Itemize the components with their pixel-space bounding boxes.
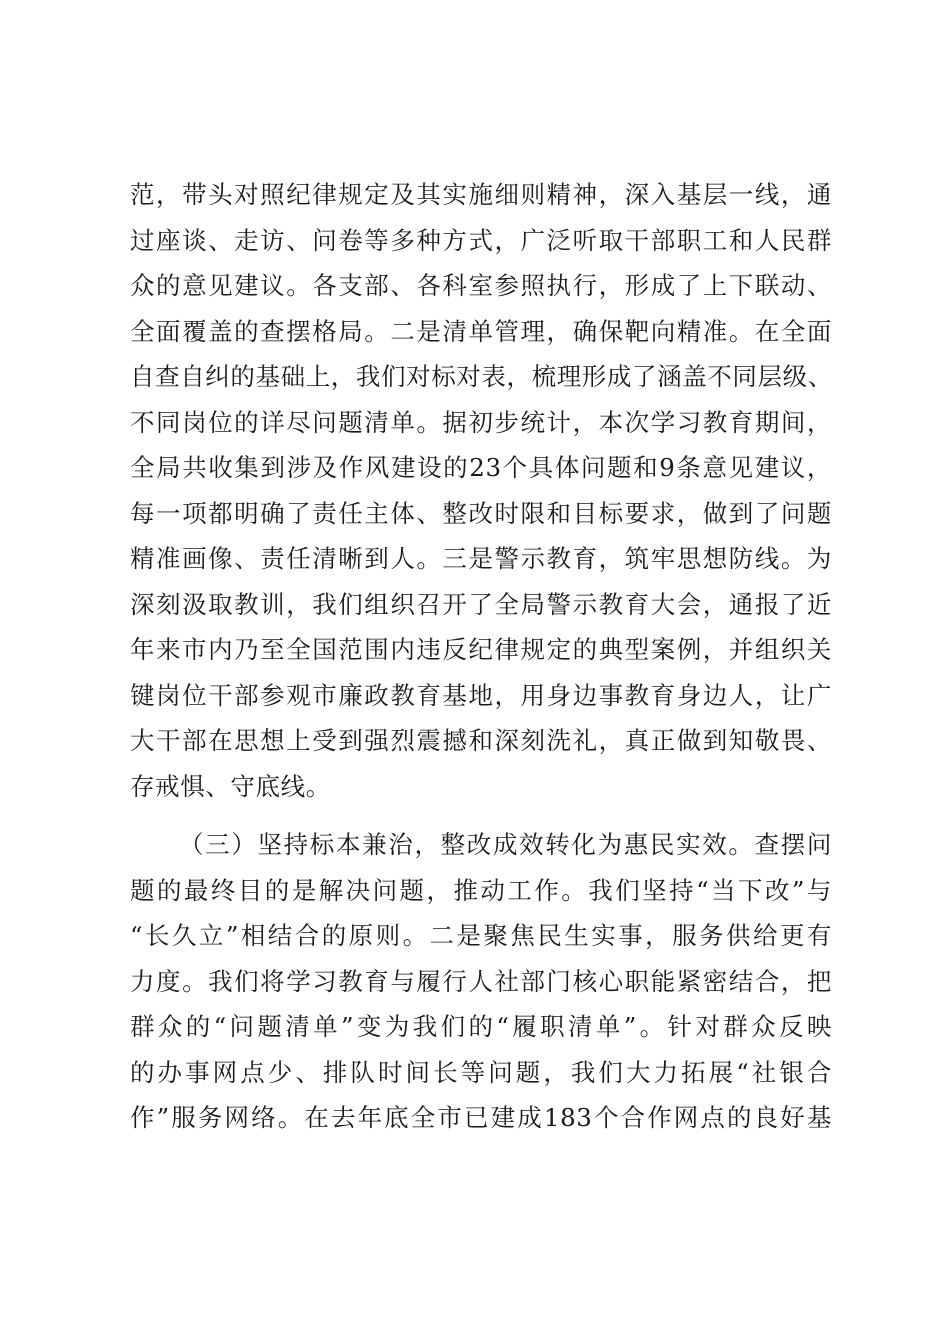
text-line: 全面覆盖的查摆格局。二是清单管理，确保靶向精准。在全面 (130, 316, 832, 346)
text-line: 每一项都明确了责任主体、整改时限和目标要求，做到了问题 (130, 498, 832, 528)
text-line: 作”服务网络。在去年底全市已建成183个合作网点的良好基 (130, 1103, 832, 1132)
text-line: 年来市内乃至全国范围内违反纪律规定的典型案例，并组织关 (130, 635, 832, 664)
paragraph-2 (130, 822, 832, 1141)
text-line: 大干部在思想上受到强烈震撼和深刻洗礼，真正做到知敬畏、 (130, 726, 832, 755)
text-line: 深刻汲取教训，我们组织召开了全局警示教育大会，通报了近 (130, 589, 832, 619)
text-line: 存戒惧、守底线。 (130, 771, 331, 801)
text-line: 不同岗位的详尽问题清单。据初步统计，本次学习教育期间， (130, 407, 832, 437)
text-line: 范，带头对照纪律规定及其实施细则精神，深入基层一线，通 (130, 180, 832, 209)
paragraph-1 (130, 172, 832, 809)
text-line: （三）坚持标本兼治，整改成效转化为惠民实效。查摆问 (179, 830, 832, 859)
text-line: “长久立”相结合的原则。二是聚焦民生实事，服务供给更有 (130, 921, 832, 950)
text-line: 的办事网点少、排队时间长等问题，我们大力拓展“社银合 (130, 1057, 832, 1087)
text-line: 键岗位干部参观市廉政教育基地，用身边事教育身边人，让广 (130, 680, 832, 710)
text-line: 众的意见建议。各支部、各科室参照执行，形成了上下联动、 (130, 271, 832, 300)
text-line: 题的最终目的是解决问题，推动工作。我们坚持“当下改”与 (130, 875, 832, 905)
text-line: 精准画像、责任清晰到人。三是警示教育，筑牢思想防线。为 (130, 544, 832, 573)
text-line: 全局共收集到涉及作风建设的23个具体问题和9条意见建议， (130, 453, 832, 482)
text-line: 自查自纠的基础上，我们对标对表，梳理形成了涵盖不同层级、 (130, 362, 833, 391)
text-line: 力度。我们将学习教育与履行人社部门核心职能紧密结合，把 (130, 966, 832, 996)
text-line: 过座谈、走访、问卷等多种方式，广泛听取干部职工和人民群 (130, 225, 832, 255)
text-line: 群众的“问题清单”变为我们的“履职清单”。针对群众反映 (130, 1012, 832, 1041)
